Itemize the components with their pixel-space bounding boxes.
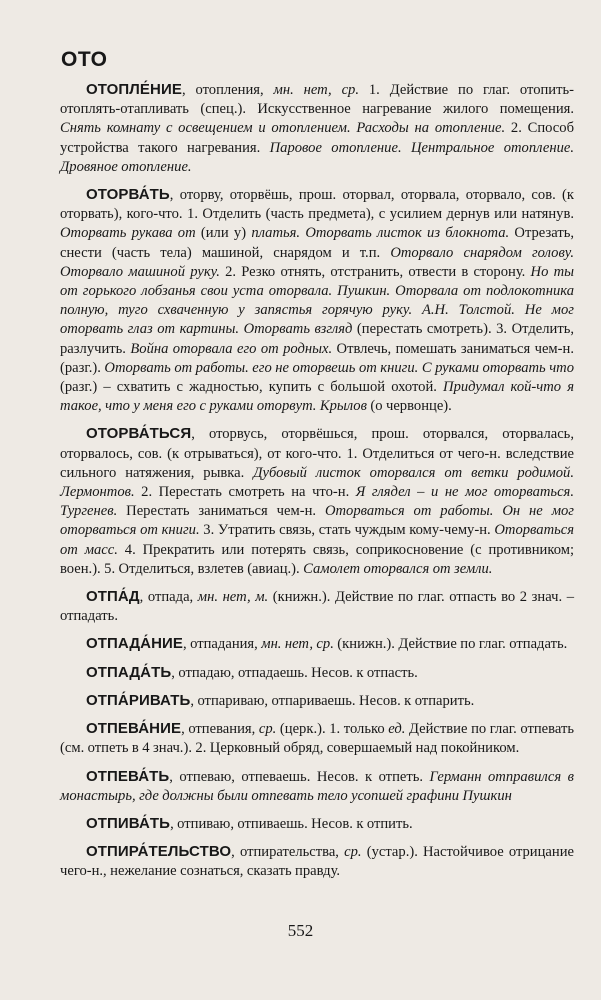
entry-definition-text: (разг.) – схватить с жадностью, купить с большой охотой. (60, 379, 444, 396)
entry-example-text: Война оторвала его от родных. (130, 340, 333, 357)
dictionary-entry (60, 634, 574, 654)
entry-headword: ОТОРВА́ТЬ (86, 186, 170, 204)
entry-definition-text: , отпариваю, отпариваешь. Несов. к отпарить. (190, 692, 475, 709)
entry-example-text: ед. (388, 721, 406, 738)
dictionary-entry (60, 663, 574, 683)
entry-definition-text: Отрезать, снести (часть тела) машиной, снарядом и т.п. (60, 225, 574, 261)
entry-headword: ОТПЕВА́ТЬ (86, 767, 170, 785)
entry-definition-text: (перестать смотреть). 3. Отделить, разлучить. (60, 321, 574, 357)
entry-example-text: Я глядел – и не мог оторваться. Тургенев. (60, 484, 574, 520)
dictionary-entry (60, 185, 574, 416)
entry-headword: ОТПИВА́ТЬ (86, 814, 171, 832)
entry-example-text: мн. нет, м. (197, 589, 269, 606)
entry-headword: ОТПА́Д (86, 588, 140, 606)
dictionary-entry (60, 691, 574, 711)
entry-definition-text: , отопления, (181, 82, 274, 98)
entries-list (60, 80, 574, 890)
dictionary-entry (60, 587, 574, 626)
entry-definition-text: 2. Способ устройства такого нагревания. (60, 120, 574, 156)
entry-example-text: Дубовый листок оторвался от ветки родимой. Лермонтов. (60, 464, 574, 501)
dictionary-entry (60, 719, 574, 758)
entry-definition-text: 2. Перестать смотреть на что-н. (134, 484, 356, 501)
entry-definition-text: , оторву, оторвёшь, прош. оторвал, оторвала, оторвало, сов. (к оторвать), кого-что. 1. Отделить (часть предмета), с усилием дернув или натянув. (60, 187, 574, 223)
entry-example-text: ср. (344, 844, 362, 861)
entry-definition-text: 1. Действие по глаг. отопить-отоплять-отапливать (спец.). Искусственное нагревание жилого помещения. (60, 82, 575, 118)
entry-example-text: Снять комнату с освещением и отоплением. Расходы на отопление. (60, 120, 506, 137)
page-number: 552 (287, 921, 314, 940)
entry-definition-text: Перестать заниматься чем-н. (117, 503, 325, 520)
entry-definition-text: , отпиваю, отпиваешь. Несов. к отпить. (170, 815, 413, 832)
entry-definition-text: , отпирательства, (231, 844, 345, 861)
entry-example-text: Оторвать от работы. его не оторвешь от книги. С руками оторвать что (104, 359, 575, 376)
entry-headword: ОТОПЛЕ́НИЕ (86, 81, 182, 98)
dictionary-entry (60, 767, 574, 806)
dictionary-entry (60, 424, 574, 579)
entry-example-text: Оторваться от масс. (60, 522, 575, 558)
entry-example-text: Оторвало снарядом голову. Оторвало машиной руку. (60, 244, 574, 280)
entry-example-text: платья. Оторвать листок из блокнота. (251, 225, 510, 242)
entry-example-text: Придумал кой-что я такое, что у меня его с руками оторвут. Крылов (60, 379, 574, 415)
entry-headword: ОТПИРА́ТЕЛЬСТВО (86, 843, 232, 861)
entry-definition-text: (церк.). 1. только (276, 721, 389, 738)
entry-definition-text: 3. Утратить связь, стать чуждым кому-чему-н. (199, 522, 495, 539)
entry-definition-text: 4. Прекратить или потерять связь, соприкосновение (с противником; воен.). 5. Отделиться, взлетев (авиац.). (60, 541, 575, 577)
entry-example-text: мн. нет, ср. (261, 636, 334, 653)
entry-definition-text: , оторвусь, оторвёшься, прош. оторвался, оторвалась, оторвалось, сов. (к отрываться), от кого-что. 1. Отделиться от чего-н. вследствие сильного натяжения, рывка. (60, 426, 574, 481)
entry-definition-text: , отпадаю, отпадаешь. Несов. к отпасть. (171, 664, 418, 681)
entry-definition-text: (устар.). Настойчивое отрицание чего-н., нежелание сознаться, сказать правду. (60, 844, 574, 880)
dictionary-entry (60, 814, 574, 834)
entry-headword: ОТПА́РИВАТЬ (86, 691, 191, 709)
entry-headword: ОТПАДА́НИЕ (86, 635, 184, 653)
entry-definition-text: , отпада, (139, 589, 198, 606)
entry-definition-text: , отпеваю, отпеваешь. Несов. к отпеть. (169, 768, 430, 785)
entry-definition-text: (книжн.). Действие по глаг. отпасть во 2 знач. – отпадать. (60, 589, 575, 625)
entry-headword: ОТПЕВА́НИЕ (86, 720, 182, 738)
entry-definition-text: , отпевания, (181, 721, 259, 738)
entry-example-text: Самолет оторвался от земли. (303, 560, 493, 577)
entry-example-text: Оторвать рукава от (60, 225, 196, 242)
entry-example-text: Но ты от горького лобзанья свои уста оторвала. Пушкин. Оторвала от подлокотника полную, туго схваченную у запястья горячую руку. А.Н. Толстой. Не мог оторвать глаз от картины. Оторвать взгляд (60, 263, 575, 338)
entry-example-text: мн. нет, ср. (273, 82, 359, 98)
entry-definition-text: , отпадания, (183, 636, 262, 653)
entry-headword: ОТПАДА́ТЬ (86, 663, 172, 681)
dictionary-entry (60, 842, 574, 881)
entry-definition-text: (о червонце). (366, 398, 452, 415)
entry-definition-text: (книжн.). Действие по глаг. отпадать. (333, 636, 568, 653)
dictionary-entry (60, 80, 574, 177)
entry-example-text: Германн отправился в монастырь, где должны были отпевать тело усопшей графини Пушкин (60, 768, 574, 804)
entry-example-text: Оторваться от работы. Он не мог оторваться от книги. (60, 503, 574, 539)
running-head: ОТО (61, 48, 108, 71)
entry-example-text: Паровое отопление. Центральное отопление. Дровяное отопление. (60, 139, 574, 175)
entry-definition-text: Действие по глаг. отпевать (см. отпеть в 4 знач.). 2. Церковный обряд, совершаемый над покойником. (60, 721, 574, 757)
entry-example-text: ср. (258, 721, 277, 738)
entry-definition-text: Отвлечь, помешать заниматься чем-н. (разг.). (60, 340, 574, 376)
entry-definition-text: (или у) (195, 225, 252, 242)
entry-headword: ОТОРВА́ТЬСЯ (86, 425, 192, 443)
entry-definition-text: 2. Резко отнять, отстранить, отвести в сторону. (219, 263, 531, 280)
